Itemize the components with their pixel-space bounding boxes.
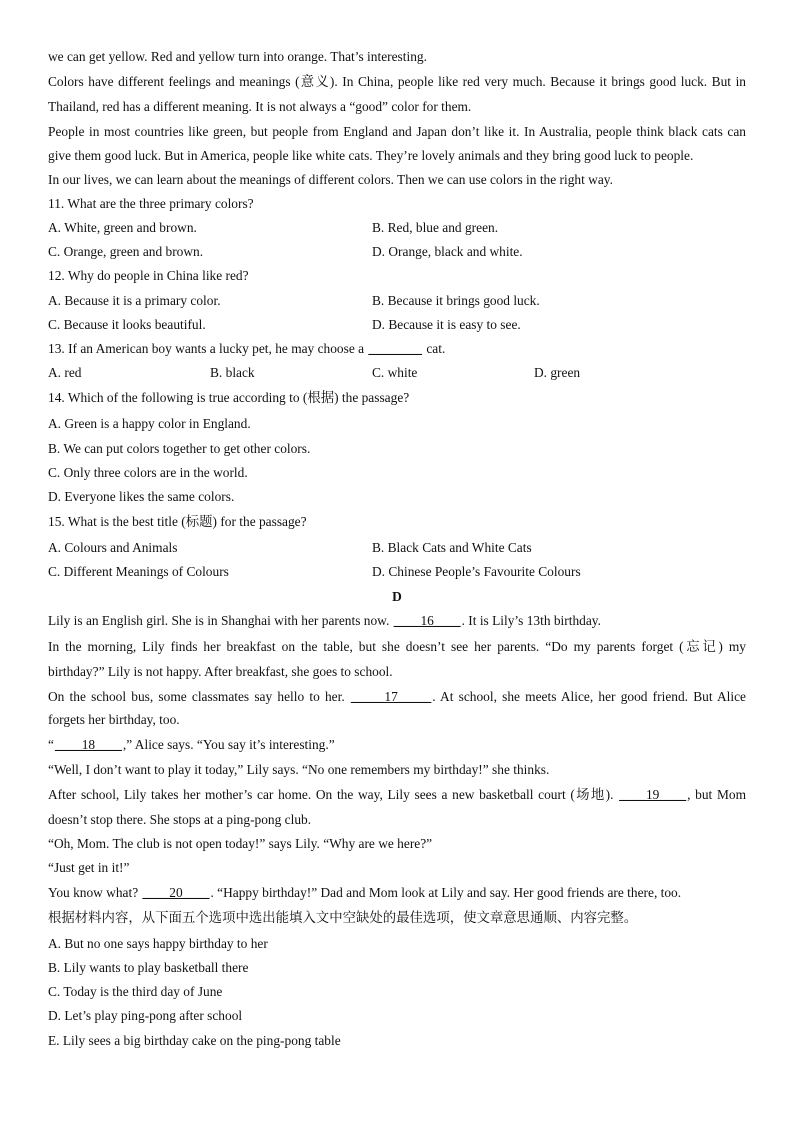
passage-line: “Just get in it!” bbox=[48, 860, 130, 875]
passage-line: People in most countries like green, but people from England and Japan don’t like it. In Australia, people think black cats can bbox=[48, 124, 746, 139]
passage-text: , but Mom bbox=[687, 787, 746, 802]
passage-line: In the morning, Lily finds her breakfast on the table, but she doesn’t see her parents. “Do my parents forget (忘记) my bbox=[48, 639, 746, 654]
option-d: D. Let’s play ping-pong after school bbox=[48, 1008, 243, 1023]
passage-line: “Oh, Mom. The club is not open today!” says Lily. “Why are we here?” bbox=[48, 836, 433, 851]
question-stem: 11. What are the three primary colors? bbox=[48, 196, 254, 211]
blank-16: ____16____ bbox=[393, 613, 461, 628]
option-b: B. Lily wants to play basketball there bbox=[48, 960, 249, 975]
blank-20: ____20____ bbox=[142, 885, 210, 900]
instruction: 根据材料内容，从下面五个选项中选出能填入文中空缺处的最佳选项，使文章意思通顺、内容完整。 bbox=[48, 910, 638, 925]
option-c: C. Only three colors are in the world. bbox=[48, 465, 248, 480]
passage-line: In our lives, we can learn about the meanings of different colors. Then we can use colors in the right way. bbox=[48, 172, 613, 187]
passage-line bbox=[48, 737, 335, 753]
answer-blank: ________ bbox=[368, 341, 422, 356]
passage-text: ,” Alice says. “You say it’s interesting.” bbox=[122, 737, 335, 752]
passage-line bbox=[48, 689, 746, 705]
passage-line: Thailand, red has a different meaning. It is not always a “good” color for them. bbox=[48, 99, 472, 114]
option-c: C. Today is the third day of June bbox=[48, 984, 223, 999]
passage-text: “ bbox=[48, 737, 54, 752]
option-b: B. black bbox=[210, 365, 255, 380]
blank-18: ____18____ bbox=[54, 737, 122, 752]
passage-text: After school, Lily takes her mother’s car home. On the way, Lily sees a new basketball court (场地). bbox=[48, 787, 619, 802]
passage-line: give them good luck. But in America, people like white cats. They’re lovely animals and they bring good luck to people. bbox=[48, 148, 694, 163]
question-stem bbox=[48, 341, 445, 357]
passage-text: Lily is an English girl. She is in Shanghai with her parents now. bbox=[48, 613, 393, 628]
option-a: A. But no one says happy birthday to her bbox=[48, 936, 268, 951]
option-a: A. Colours and Animals bbox=[48, 540, 178, 555]
passage-text: You know what? bbox=[48, 885, 142, 900]
option-c: C. Because it looks beautiful. bbox=[48, 317, 206, 332]
passage-line: forgets her birthday, too. bbox=[48, 712, 180, 727]
passage-line bbox=[48, 885, 681, 901]
passage-line: Colors have different feelings and meanings (意义). In China, people like red very much. Because it brings good luck. But in bbox=[48, 74, 746, 89]
passage-text: . It is Lily’s 13th birthday. bbox=[461, 613, 601, 628]
passage-line: “Well, I don’t want to play it today,” Lily says. “No one remembers my birthday!” she thinks. bbox=[48, 762, 550, 777]
blank-19: ____19____ bbox=[619, 787, 687, 802]
option-a: A. red bbox=[48, 365, 82, 380]
option-b: B. Red, blue and green. bbox=[372, 220, 499, 235]
option-d: D. Chinese People’s Favourite Colours bbox=[372, 564, 581, 579]
option-c: C. Orange, green and brown. bbox=[48, 244, 204, 259]
question-stem: 14. Which of the following is true according to (根据) the passage? bbox=[48, 390, 410, 405]
option-b: B. We can put colors together to get other colors. bbox=[48, 441, 311, 456]
passage-text: . “Happy birthday!” Dad and Mom look at Lily and say. Her good friends are there, too. bbox=[210, 885, 682, 900]
option-d: D. Orange, black and white. bbox=[372, 244, 523, 259]
stem-text: 13. If an American boy wants a lucky pet, he may choose a bbox=[48, 341, 368, 356]
option-b: B. Because it brings good luck. bbox=[372, 293, 540, 308]
option-c: C. white bbox=[372, 365, 418, 380]
passage-line: we can get yellow. Red and yellow turn into orange. That’s interesting. bbox=[48, 49, 427, 64]
option-d: D. Because it is easy to see. bbox=[372, 317, 521, 332]
blank-17: _____17_____ bbox=[350, 689, 432, 704]
passage-text: . At school, she meets Alice, her good friend. But Alice bbox=[432, 689, 747, 704]
option-c: C. Different Meanings of Colours bbox=[48, 564, 229, 579]
passage-line: doesn’t stop there. She stops at a ping-pong club. bbox=[48, 812, 312, 827]
option-e: E. Lily sees a big birthday cake on the ping-pong table bbox=[48, 1033, 341, 1048]
option-d: D. green bbox=[534, 365, 581, 380]
section-heading: D bbox=[392, 589, 402, 604]
option-a: A. Because it is a primary color. bbox=[48, 293, 221, 308]
passage-line bbox=[48, 787, 746, 803]
option-b: B. Black Cats and White Cats bbox=[372, 540, 532, 555]
passage-text: On the school bus, some classmates say hello to her. bbox=[48, 689, 350, 704]
option-a: A. Green is a happy color in England. bbox=[48, 416, 251, 431]
option-d: D. Everyone likes the same colors. bbox=[48, 489, 235, 504]
passage-line: birthday?” Lily is not happy. After breakfast, she goes to school. bbox=[48, 664, 393, 679]
passage-line bbox=[48, 613, 601, 629]
stem-text: cat. bbox=[422, 341, 446, 356]
option-a: A. White, green and brown. bbox=[48, 220, 197, 235]
question-stem: 15. What is the best title (标题) for the passage? bbox=[48, 514, 307, 529]
question-stem: 12. Why do people in China like red? bbox=[48, 268, 249, 283]
